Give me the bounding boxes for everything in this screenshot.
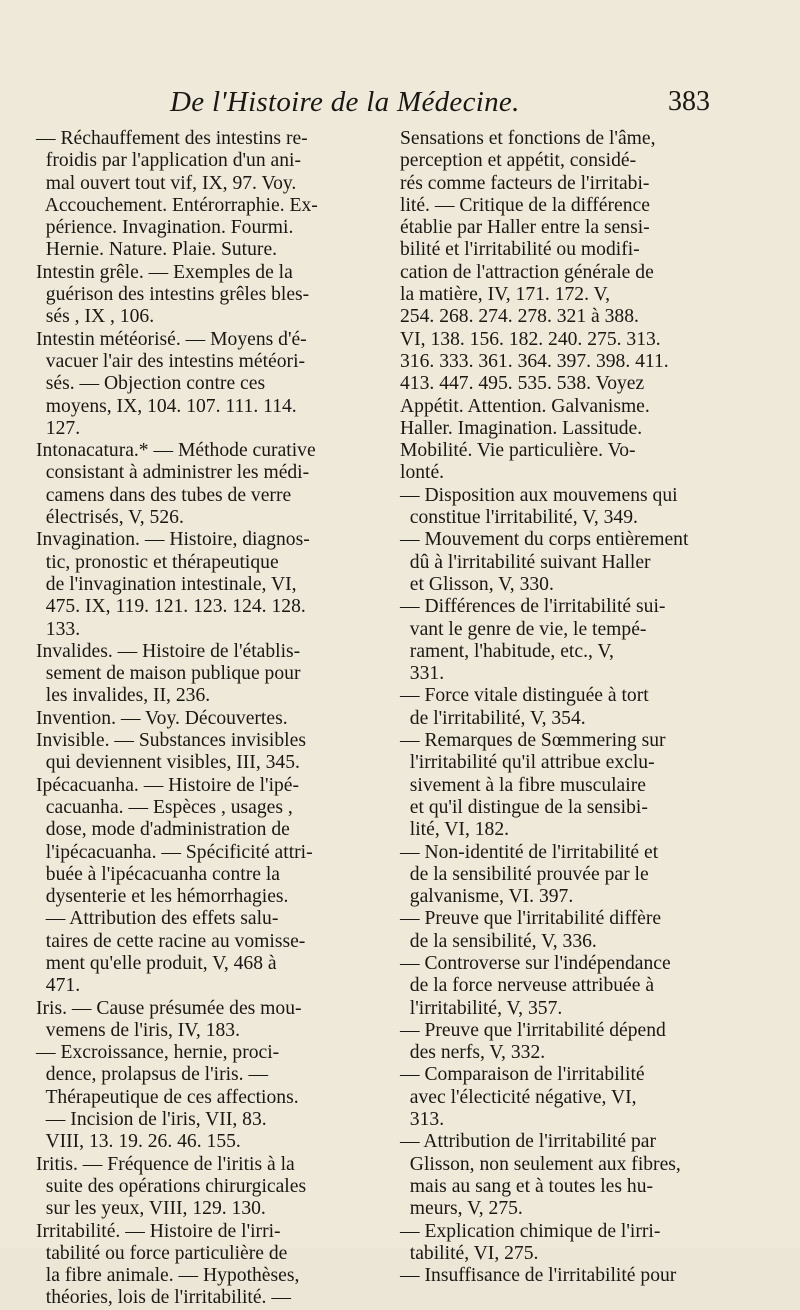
text-line: dose, mode d'administration de	[36, 819, 290, 841]
text-line: Intestin grêle. — Exemples de la	[36, 261, 293, 283]
text-line: — Preuve que l'irritabilité dépend	[400, 1019, 666, 1041]
text-line: vemens de l'iris, IV, 183.	[36, 1019, 240, 1041]
text-line: meurs, V, 275.	[400, 1198, 523, 1220]
text-line: cation de l'attraction générale de	[400, 261, 654, 283]
text-line: l'ipécacuanha. — Spécificité attri-	[36, 841, 313, 863]
running-header	[170, 86, 710, 126]
text-line: — Controverse sur l'indépendance	[400, 952, 671, 974]
text-line: — Remarques de Sœmmering sur	[400, 730, 666, 752]
text-line: camens dans des tubes de verre	[36, 484, 292, 506]
text-line: l'irritabilité qu'il attribue exclu-	[400, 752, 655, 774]
text-line: et Glisson, V, 330.	[400, 573, 554, 595]
text-line: lité, VI, 182.	[400, 819, 510, 841]
text-line: des nerfs, V, 332.	[400, 1042, 546, 1064]
text-line: vacuer l'air des intestins météori-	[36, 350, 306, 372]
left-column	[36, 128, 376, 1310]
text-line: ment qu'elle produit, V, 468 à	[36, 952, 277, 974]
text-line: de l'invagination intestinale, VI,	[36, 573, 297, 595]
right-column	[400, 128, 720, 1287]
text-line: dysenterie et les hémorrhagies.	[36, 886, 289, 908]
text-line: Hernie. Nature. Plaie. Suture.	[36, 239, 278, 261]
text-line: Accouchement. Entérorraphie. Ex-	[36, 194, 318, 216]
text-line: de la sensibilité prouvée par le	[400, 863, 649, 885]
text-line: moyens, IX, 104. 107. 111. 114.	[36, 395, 297, 417]
text-line: établie par Haller entre la sensi-	[400, 217, 650, 239]
text-line: galvanisme, VI. 397.	[400, 886, 574, 908]
text-line: les invalides, II, 236.	[36, 685, 211, 707]
text-line: Invention. — Voy. Découvertes.	[36, 707, 288, 729]
text-line: Invisible. — Substances invisibles	[36, 730, 306, 752]
text-line: sés. — Objection contre ces	[36, 373, 266, 395]
text-line: 313.	[400, 1109, 445, 1131]
text-line: — Preuve que l'irritabilité diffère	[400, 908, 662, 930]
text-line: — Différences de l'irritabilité sui-	[400, 596, 666, 618]
text-line: mal ouvert tout vif, IX, 97. Voy.	[36, 172, 297, 194]
text-line: Invagination. — Histoire, diagnos-	[36, 529, 310, 551]
text-line: Invalides. — Histoire de l'établis-	[36, 640, 301, 662]
text-line: froidis par l'application d'un ani-	[36, 150, 301, 172]
text-line: sur les yeux, VIII, 129. 130.	[36, 1198, 266, 1220]
text-line: 475. IX, 119. 121. 123. 124. 128.	[36, 596, 306, 618]
text-line: Iritis. — Fréquence de l'iritis à la	[36, 1153, 295, 1175]
text-line: Iris. — Cause présumée des mou-	[36, 997, 302, 1019]
text-line: 133.	[36, 618, 81, 640]
text-line: tic, pronostic et thérapeutique	[36, 551, 279, 573]
text-line: Sensations et fonctions de l'âme,	[400, 128, 656, 149]
text-line: 471.	[36, 975, 81, 997]
text-line: Glisson, non seulement aux fibres,	[400, 1153, 681, 1175]
text-line: sement de maison publique pour	[36, 663, 301, 685]
page-number: 383	[668, 86, 710, 117]
text-line: de la sensibilité, V, 336.	[400, 930, 597, 952]
text-line: Intonacatura.* — Méthode curative	[36, 440, 316, 462]
text-line: buée à l'ipécacuanha contre la	[36, 863, 280, 885]
text-line: 413. 447. 495. 535. 538. Voyez	[400, 373, 645, 395]
text-line: Haller. Imagination. Lassitude.	[400, 417, 643, 439]
text-line: — Force vitale distinguée à tort	[400, 685, 649, 707]
text-line: qui deviennent visibles, III, 345.	[36, 752, 300, 774]
text-line: Ipécacuanha. — Histoire de l'ipé-	[36, 774, 300, 796]
text-line: Intestin météorisé. — Moyens d'é-	[36, 328, 307, 350]
text-line: lité. — Critique de la différence	[400, 194, 650, 216]
text-line: 331.	[400, 663, 445, 685]
text-line: — Explication chimique de l'irri-	[400, 1220, 661, 1242]
text-line: électrisés, V, 526.	[36, 507, 184, 529]
text-line: taires de cette racine au vomisse-	[36, 930, 306, 952]
text-line: tabilité ou force particulière de	[36, 1242, 288, 1264]
text-line: VI, 138. 156. 182. 240. 275. 313.	[400, 328, 661, 350]
text-line: et qu'il distingue de la sensibi-	[400, 796, 648, 818]
text-line: bilité et l'irritabilité ou modifi-	[400, 239, 640, 261]
text-line: avec l'électicité négative, VI,	[400, 1086, 637, 1108]
text-line: cacuanha. — Espèces , usages ,	[36, 796, 293, 818]
text-line: Mobilité. Vie particulière. Vo-	[400, 440, 636, 462]
text-line: guérison des intestins grêles bles-	[36, 284, 310, 306]
text-line: — Attribution de l'irritabilité par	[400, 1131, 657, 1153]
text-line: mais au sang et à toutes les hu-	[400, 1175, 654, 1197]
text-line: suite des opérations chirurgicales	[36, 1175, 307, 1197]
text-line: de l'irritabilité, V, 354.	[400, 707, 586, 729]
text-line: dû à l'irritabilité suivant Haller	[400, 551, 651, 573]
text-line: vant le genre de vie, le tempé-	[400, 618, 647, 640]
text-line: rament, l'habitude, etc., V,	[400, 640, 614, 662]
text-line: Thérapeutique de ces affections.	[36, 1086, 299, 1108]
text-line: — Non-identité de l'irritabilité et	[400, 841, 659, 863]
text-line: consistant à administrer les médi-	[36, 462, 310, 484]
text-line: sés , IX , 106.	[36, 306, 155, 328]
page-title: De l'Histoire de la Médecine.	[170, 86, 520, 118]
text-line: 254. 268. 274. 278. 321 à 388.	[400, 306, 639, 328]
text-line: — Disposition aux mouvemens qui	[400, 484, 678, 506]
text-line: — Incision de l'iris, VII, 83.	[36, 1109, 267, 1131]
text-line: tabilité, VI, 275.	[400, 1242, 539, 1264]
text-line: 316. 333. 361. 364. 397. 398. 411.	[400, 350, 669, 372]
text-line: théories, lois de l'irritabilité. —	[36, 1287, 291, 1309]
text-line: perception et appétit, considé-	[400, 150, 637, 172]
text-line: Irritabilité. — Histoire de l'irri-	[36, 1220, 281, 1242]
text-line: constitue l'irritabilité, V, 349.	[400, 507, 638, 529]
text-line: rés comme facteurs de l'irritabi-	[400, 172, 650, 194]
text-line: — Insuffisance de l'irritabilité pour	[400, 1265, 677, 1287]
text-line: la fibre animale. — Hypothèses,	[36, 1265, 300, 1287]
text-line: dence, prolapsus de l'iris. —	[36, 1064, 269, 1086]
text-line: — Réchauffement des intestins re-	[36, 128, 308, 149]
text-line: — Excroissance, hernie, proci-	[36, 1042, 280, 1064]
text-line: — Comparaison de l'irritabilité	[400, 1064, 645, 1086]
text-line: VIII, 13. 19. 26. 46. 155.	[36, 1131, 241, 1153]
text-line: lonté.	[400, 462, 445, 484]
text-line: — Attribution des effets salu-	[36, 908, 279, 930]
text-line: la matière, IV, 171. 172. V,	[400, 284, 611, 306]
text-line: 127.	[36, 417, 81, 439]
text-line: sivement à la fibre musculaire	[400, 774, 646, 796]
text-line: — Mouvement du corps entièrement	[400, 529, 689, 551]
text-line: Appétit. Attention. Galvanisme.	[400, 395, 650, 417]
text-line: périence. Invagination. Fourmi.	[36, 217, 294, 239]
text-line: de la force nerveuse attribuée à	[400, 975, 655, 997]
text-line: l'irritabilité, V, 357.	[400, 997, 563, 1019]
